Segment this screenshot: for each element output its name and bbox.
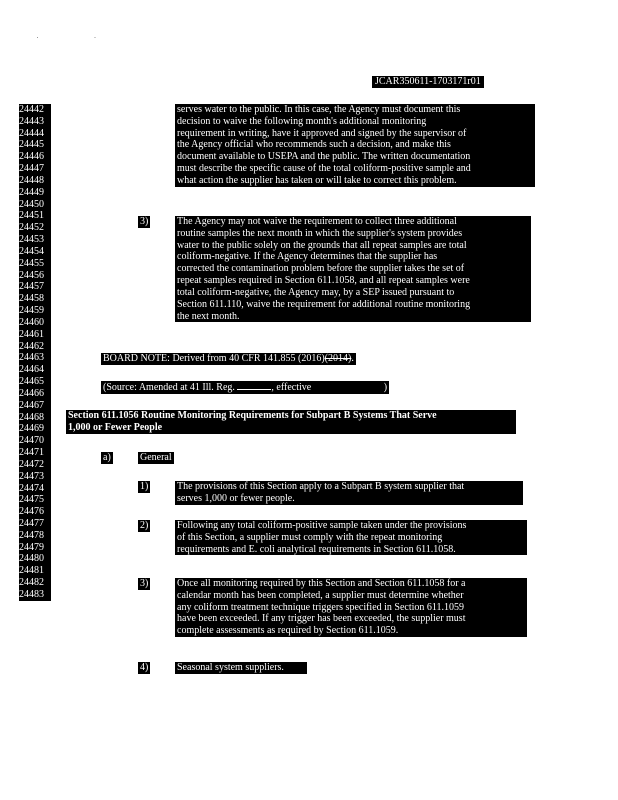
text-line: serves water to the public. In this case, the Agency must document this [177,104,461,115]
text-line: complete assessments as required by Section 611.1059. [177,625,399,637]
text-line: the Agency official who recommends such a decision, and make this [177,139,451,151]
line-number: 24482 [19,577,44,589]
line-number: 24449 [19,186,44,198]
line-number: 24459 [19,305,44,317]
text-line: the next month. [177,310,240,322]
line-number: 24466 [19,387,44,399]
item-1-marker: 1) [140,481,149,492]
line-number: 24464 [19,364,44,376]
text-line: serves 1,000 or fewer people. [177,492,295,504]
text-line: have been exceeded. If any trigger has been exceeded, the supplier must [177,613,466,625]
line-number-column [19,104,51,601]
line-number: 24477 [19,517,44,529]
line-number: 24463 [19,352,44,364]
text-line: corrected the contamination problem before the supplier takes the set of [177,263,465,275]
paragraph-continuation [175,104,535,187]
line-number: 24470 [19,435,44,447]
line-number: 24460 [19,316,44,328]
source-text-2: , effective [271,382,314,393]
line-number: 24471 [19,447,44,459]
line-number: 24475 [19,494,44,506]
text-line: water to the public solely on the grounds that all repeat samples are total [177,239,467,251]
line-number: 24457 [19,281,44,293]
section-heading-line-2: 1,000 or Fewer People [68,421,163,433]
board-note [101,353,356,365]
line-number: 24458 [19,293,44,305]
text-line: routine samples the next month in which the supplier's system provides [177,227,463,239]
board-note-struck-year: (2014) [324,353,352,364]
text-line: document available to USEPA and the public. The written documentation [177,151,471,163]
line-number: 24448 [19,174,44,186]
line-number: 24444 [19,127,44,139]
line-number: 24473 [19,470,44,482]
line-number: 24455 [19,257,44,269]
text-line: repeat samples required in Section 611.1058, and all repeat samples were [177,275,470,287]
item-4-marker: 4) [140,662,149,673]
line-number: 24468 [19,411,44,423]
line-number: 24467 [19,399,44,411]
line-number: 24445 [19,139,44,151]
item-2-paragraph [175,520,527,555]
item-1-paragraph [175,481,523,505]
text-line: coliform-negative. If the Agency determines that the supplier has [177,251,438,263]
text-line: Seasonal system suppliers. [177,662,284,673]
text-line: Following any total coliform-positive sample taken under the provisions [177,520,467,531]
item-3-paragraph [175,216,531,322]
subsection-a-label: General [140,452,172,463]
line-number: 24454 [19,245,44,257]
source-text-3: ) [383,382,388,393]
section-heading [66,410,516,434]
line-number: 24461 [19,328,44,340]
line-number: 24453 [19,234,44,246]
line-number: 24451 [19,210,44,222]
text-line: Section 611.110, waive the requirement for additional routine monitoring [177,298,471,310]
board-note-period: . [351,353,354,364]
text-line: must describe the specific cause of the total coliform-positive sample and [177,163,471,175]
section-heading-line-1: Section 611.1056 Routine Monitoring Requirements for Subpart B Systems That Serve [68,410,437,421]
line-number: 24472 [19,458,44,470]
text-line: of this Section, a supplier must comply with the repeat monitoring [177,531,443,543]
subsection-a-marker: a) [103,452,111,463]
text-line: calendar month has been completed, a supplier must determine whether [177,589,464,601]
text-line: any coliform treatment technique triggers specified in Section 611.1059 [177,601,465,613]
line-number: 24481 [19,565,44,577]
line-number: 24456 [19,269,44,281]
line-number: 24446 [19,151,44,163]
line-number: 24462 [19,340,44,352]
line-number: 24479 [19,541,44,553]
item-3-marker-b: 3) [140,578,149,589]
line-number: 24465 [19,376,44,388]
item-3-paragraph-b [175,578,527,637]
line-number: 24469 [19,423,44,435]
text-line: The Agency may not waive the requirement to collect three additional [177,216,457,227]
item-4-paragraph [175,662,307,674]
source-note [101,381,389,394]
text-line: The provisions of this Section apply to a Subpart B system supplier that [177,481,465,492]
document-id-header: JCAR350611-1703171r01 [372,76,484,88]
line-number: 24452 [19,222,44,234]
line-number: 24480 [19,553,44,565]
line-number: 24474 [19,482,44,494]
line-number: 24443 [19,115,44,127]
line-number: 24447 [19,163,44,175]
text-line: Once all monitoring required by this Section and Section 611.1058 for a [177,578,466,589]
source-text-1: (Source: Amended at 41 Ill. Reg. [103,382,238,393]
line-number: 24442 [19,104,44,115]
line-number: 24478 [19,529,44,541]
item-2-marker: 2) [140,520,149,531]
line-number: 24476 [19,506,44,518]
line-number: 24483 [19,588,44,600]
scan-specks: · · [36,32,123,42]
text-line: requirements and E. coli analytical requirements in Section 611.1058. [177,543,456,555]
text-line: total coliform-negative, the Agency may, by a SEP issued pursuant to [177,286,455,298]
source-blank-register [237,381,271,390]
board-note-text: BOARD NOTE: Derived from 40 CFR 141.855 (2016) [103,353,325,364]
text-line: what action the supplier has taken or will take to correct this problem. [177,174,457,186]
item-3-marker: 3) [140,216,149,227]
text-line: requirement in writing, have it approved and signed by the supervisor of [177,127,467,139]
line-number: 24450 [19,198,44,210]
text-line: decision to waive the following month's additional monitoring [177,115,427,127]
